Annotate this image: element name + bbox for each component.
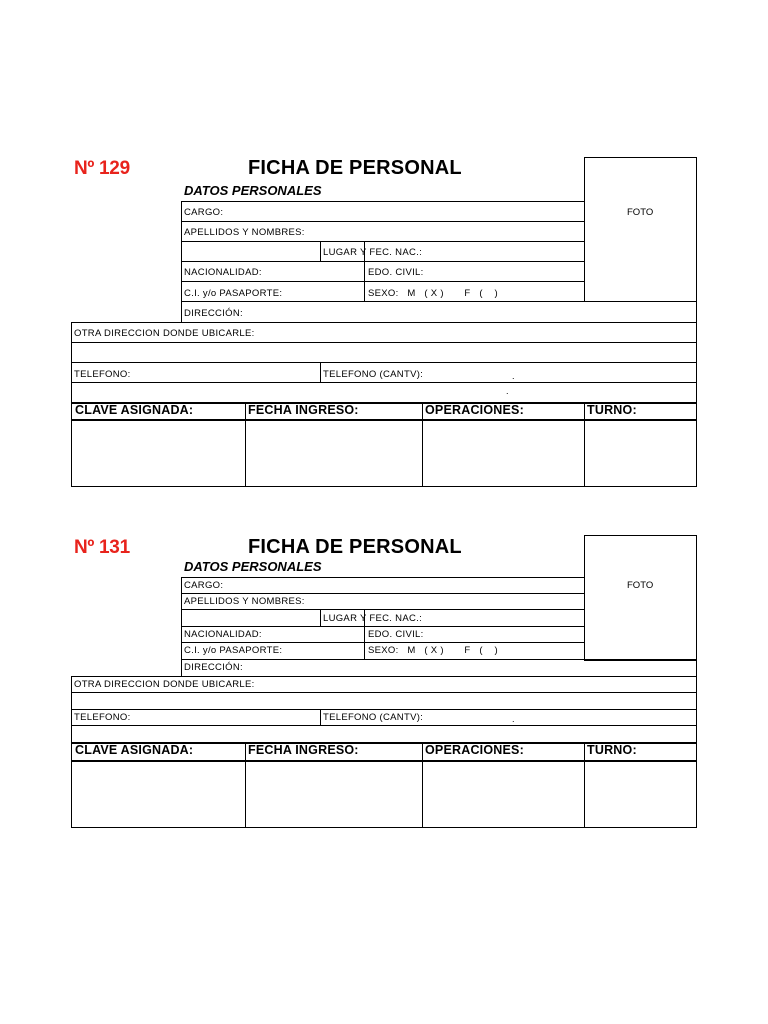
rule <box>320 241 321 261</box>
rule <box>71 760 697 762</box>
rule <box>71 827 697 828</box>
photo-box[interactable] <box>584 157 697 302</box>
nacionalidad-field[interactable]: NACIONALIDAD: <box>184 267 262 278</box>
col-fecha-ingreso: FECHA INGRESO: <box>248 743 359 757</box>
rule <box>584 402 585 486</box>
rule <box>181 593 585 594</box>
rule <box>181 626 585 627</box>
telefono-field[interactable]: TELEFONO: <box>74 712 131 723</box>
col-clave-asignada: CLAVE ASIGNADA: <box>75 403 194 417</box>
edo-civil-field[interactable]: EDO. CIVIL: <box>368 267 424 278</box>
otra-direccion-field[interactable]: OTRA DIRECCION DONDE UBICARLE: <box>74 679 255 690</box>
rule <box>696 659 697 827</box>
rule <box>71 362 697 363</box>
col-turno: TURNO: <box>587 403 637 417</box>
photo-label: FOTO <box>627 580 654 591</box>
rule <box>71 692 697 693</box>
rule <box>320 709 321 725</box>
rule <box>245 402 246 486</box>
apellidos-field[interactable]: APELLIDOS Y NOMBRES: <box>184 596 305 607</box>
rule <box>181 201 182 322</box>
rule <box>71 322 697 323</box>
sexo-field[interactable]: SEXO: M ( X ) F ( ) <box>368 645 499 656</box>
rule <box>71 676 697 677</box>
dot-mark: . <box>506 386 509 396</box>
col-operaciones: OPERACIONES: <box>425 743 524 757</box>
photo-label: FOTO <box>627 207 654 218</box>
rule <box>71 342 697 343</box>
rule <box>181 577 585 578</box>
ci-pasaporte-field[interactable]: C.I. y/o PASAPORTE: <box>184 288 283 299</box>
dot-mark: . <box>512 371 515 381</box>
sexo-field[interactable]: SEXO: M ( X ) F ( ) <box>368 288 499 299</box>
rule <box>181 609 585 610</box>
form-title: FICHA DE PERSONAL <box>248 157 462 179</box>
rule <box>245 742 246 827</box>
col-turno: TURNO: <box>587 743 637 757</box>
lugar-fec-nac-field[interactable]: LUGAR Y FEC. NAC.: <box>323 613 423 624</box>
rule <box>71 486 697 487</box>
rule <box>320 609 321 626</box>
rule <box>71 322 72 486</box>
rule <box>320 362 321 382</box>
lugar-fec-nac-field[interactable]: LUGAR Y FEC. NAC.: <box>323 247 423 258</box>
rule <box>181 577 182 676</box>
otra-direccion-field[interactable]: OTRA DIRECCION DONDE UBICARLE: <box>74 328 255 339</box>
rule <box>584 742 585 827</box>
rule <box>71 709 697 710</box>
rule <box>71 382 697 383</box>
rule <box>422 402 423 486</box>
section-subtitle: DATOS PERSONALES <box>184 559 322 574</box>
photo-box[interactable] <box>584 535 697 661</box>
rule <box>181 642 585 643</box>
telefono-field[interactable]: TELEFONO: <box>74 369 131 380</box>
col-fecha-ingreso: FECHA INGRESO: <box>248 403 359 417</box>
telefono-cantv-field[interactable]: TELEFONO (CANTV): <box>323 712 424 723</box>
edo-civil-field[interactable]: EDO. CIVIL: <box>368 629 424 640</box>
rule <box>696 301 697 486</box>
rule <box>181 261 585 262</box>
direccion-field[interactable]: DIRECCIÓN: <box>184 662 243 673</box>
rule <box>71 725 697 726</box>
cargo-field[interactable]: CARGO: <box>184 207 224 218</box>
rule <box>422 742 423 827</box>
dot-mark: . <box>512 714 515 724</box>
rule <box>181 201 585 202</box>
rule <box>71 419 697 421</box>
form-title: FICHA DE PERSONAL <box>248 536 462 558</box>
cargo-field[interactable]: CARGO: <box>184 580 224 591</box>
section-subtitle: DATOS PERSONALES <box>184 183 322 198</box>
rule <box>181 659 697 660</box>
rule <box>181 241 585 242</box>
telefono-cantv-field[interactable]: TELEFONO (CANTV): <box>323 369 424 380</box>
rule <box>181 301 697 302</box>
ci-pasaporte-field[interactable]: C.I. y/o PASAPORTE: <box>184 645 283 656</box>
apellidos-field[interactable]: APELLIDOS Y NOMBRES: <box>184 227 305 238</box>
nacionalidad-field[interactable]: NACIONALIDAD: <box>184 629 262 640</box>
form-number: Nº 131 <box>74 537 130 558</box>
col-operaciones: OPERACIONES: <box>425 403 524 417</box>
form-number: Nº 129 <box>74 158 130 179</box>
rule <box>181 221 585 222</box>
rule <box>71 676 72 827</box>
col-clave-asignada: CLAVE ASIGNADA: <box>75 743 194 757</box>
rule <box>181 281 585 282</box>
direccion-field[interactable]: DIRECCIÓN: <box>184 308 243 319</box>
